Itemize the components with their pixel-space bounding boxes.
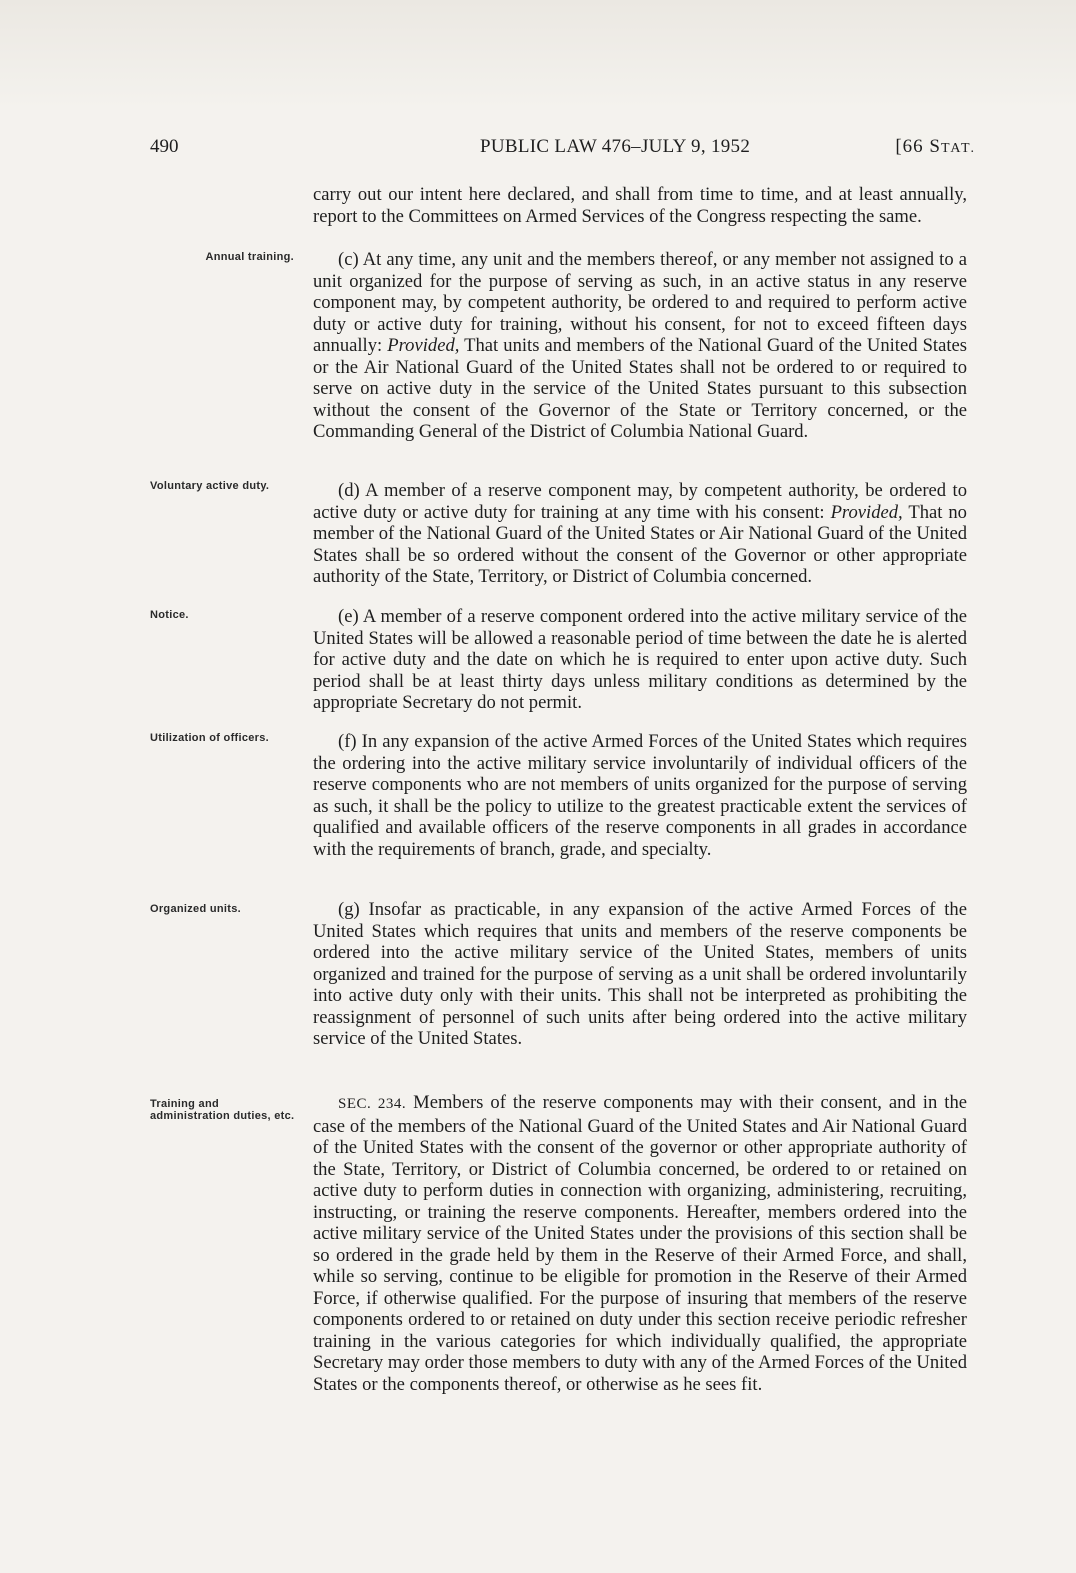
volume-reference [895,136,976,158]
margin-note-notice: Notice. [150,609,189,621]
volume-prefix: [66 S [895,136,941,157]
proviso-c: Provided, [387,335,460,356]
paragraph-e: (e) A member of a reserve component ordered into the active military service of the United States will be allowed a reasonable period of time between the date he is alerted for active duty and the date on which he is required to enter upon active duty. Such period shall be at least thirty days unless military conditions as determined by the appropriate Secretary do not permit. [313,606,967,713]
paragraph-c-text-b: That units and members of the National Guard of the United States or the Air National Guard of the United States shall not be ordered to or required to serve on active duty in the service of the United States pursuant to this subsection without the consent of the Governor of the State or Territory concerned, or the Commanding General of the District of Columbia National Guard. [313,335,968,442]
page-number: 490 [150,136,179,157]
paragraph-d-text-b: That no member of the National Guard of the United States or Air National Guard of the United States shall be so ordered without the consent of the Governor or other appropriate authority of the State, Territory, or District of Columbia concerned. [313,501,967,587]
paragraph-continuation: carry out our intent here declared, and shall from time to time, and at least annually, report to the Committees on Armed Services of the Congress respecting the same. [313,184,967,227]
margin-note-organized-units: Organized units. [150,903,241,915]
paragraph-d [313,480,967,588]
paragraph-f: (f) In any expansion of the active Armed Forces of the United States which requires the ordering into the active military service involuntarily of individual officers of the reserve components who are not members of units organized for the purpose of serving as such, it shall be the policy to utilize to the greatest practicable extent the services of qualified and available officers of the reserve components in all grades in accordance with the requirements of branch, grade, and specialty. [313,731,967,860]
margin-note-training-administration: Training and administration duties, etc. [150,1098,295,1122]
margin-note-voluntary-active-duty: Voluntary active duty. [150,480,270,492]
running-title: PUBLIC LAW 476–JULY 9, 1952 [480,136,751,157]
paragraph-c [313,249,967,443]
margin-note-utilization-of-officers: Utilization of officers. [150,732,270,744]
margin-note-annual-training: Annual training. [205,251,294,263]
section-234-text: Members of the reserve components may with their consent, and in the case of the members of the National Guard of the United States and Air National Guard of the United States with the consent of the governor or other appropriate authority of the State, Territory, or District of Columbia concerned, be ordered to or retained on active duty to perform duties in connection with organizing, administering, recruiting, instructing, or training the reserve components. Hereafter, members ordered into the active military service of the United States under the provisions of this section shall be so ordered in the grade held by them in the Reserve of their Armed Force, and shall, while so serving, continue to be eligible for promotion in the Reserve of their Armed Force, if otherwise qualified. For the purpose of insuring that members of the reserve components ordered to or retained on duty under this section receive periodic refresher training in the various categories for which individually qualified, the appropriate Secretary may order those members to duty with any of the Armed Forces of the United States or the components thereof, or otherwise as he sees fit. [313,1092,967,1395]
page-header [150,136,976,162]
volume-suffix: TAT. [940,141,976,156]
paragraph-d-text-a: (d) A member of a reserve component may, by competent authority, be ordered to active duty or active duty for training at any time with his consent: [313,480,967,523]
paragraph-g: (g) Insofar as practicable, in any expansion of the active Armed Forces of the United States which requires that units and members of the reserve components be ordered into the active military service of the United States, members of units organized and trained for the purpose of serving as a unit shall be ordered involuntarily into active duty only with their units. This shall not be interpreted as prohibiting the reassignment of personnel of such units after being ordered into the active military service of the United States. [313,899,967,1049]
paragraph-c-text-a: (c) At any time, any unit and the members thereof, or any member not assigned to a unit organized for the purpose of serving as such, in an active status in any reserve component may, by competent authority, be ordered to and required to perform active duty or active duty for training, without his consent, for not to exceed fifteen days annually: [313,249,967,356]
page-top-edge [0,0,1076,110]
section-234 [313,1092,967,1395]
proviso-d: Provided, [830,501,903,523]
section-number: SEC. 234. [338,1096,407,1112]
